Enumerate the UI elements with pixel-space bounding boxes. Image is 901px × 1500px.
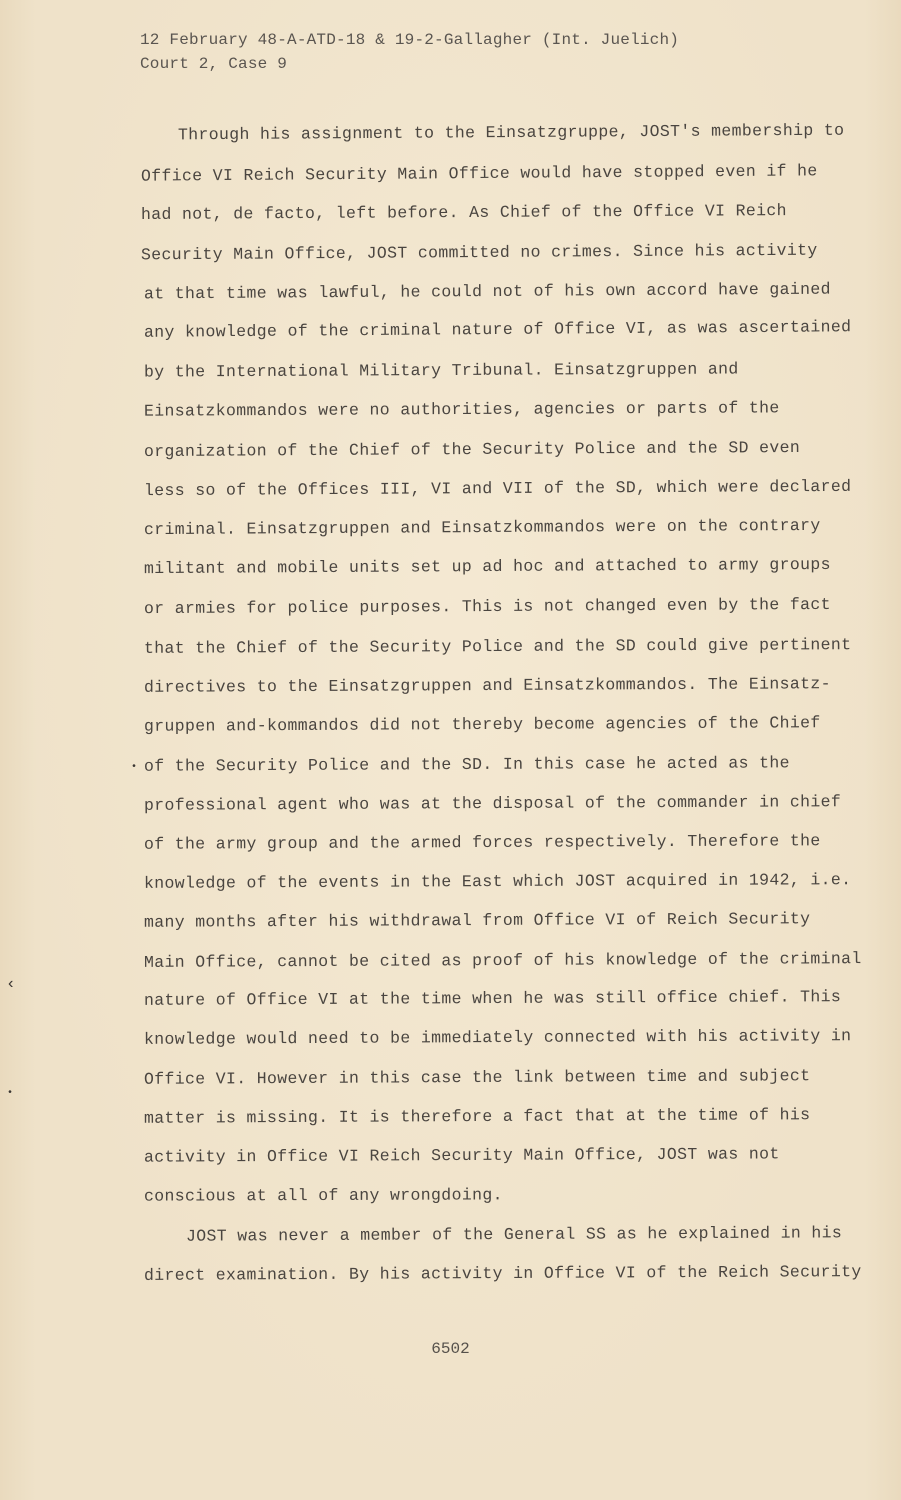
body-line: activity in Office VI Reich Security Main Office, JOST was not (143, 1144, 780, 1167)
body-line: by the International Military Tribunal. Einsatzgruppen and (143, 359, 739, 382)
body-line: conscious at all of any wrongdoing. (143, 1185, 503, 1206)
body-line: any knowledge of the criminal nature of Office VI, as was ascertained (143, 317, 852, 342)
body-line: Security Main Office, JOST committed no crimes. Since his activity (140, 240, 818, 265)
page-number: 6502 (431, 1340, 470, 1358)
body-line: Through his assignment to the Einsatzgruppe, JOST's membership to (177, 120, 845, 145)
body-line: directives to the Einsatzgruppen and Einsatzkommandos. The Einsatz- (143, 674, 831, 697)
body-line: militant and mobile units set up ad hoc and attached to army groups (143, 554, 831, 579)
body-line: many months after his withdrawal from Office VI of Reich Security (143, 909, 811, 932)
header-court-line: Court 2, Case 9 (140, 55, 288, 73)
margin-dot: • (7, 1088, 14, 1099)
body-line: criminal. Einsatzgruppen and Einsatzkommandos were on the contrary (143, 515, 821, 540)
body-line: had not, de facto, left before. As Chief of the Office VI Reich (140, 201, 787, 224)
margin-dot: • (131, 762, 138, 773)
body-line: JOST was never a member of the General SS as he explained in his (185, 1223, 843, 1246)
body-line: direct examination. By his activity in Office VI of the Reich Security (143, 1262, 862, 1285)
body-line: Office VI Reich Security Main Office would have stopped even if he (140, 161, 818, 186)
body-line: Einsatzkommandos were no authorities, agencies or parts of the (143, 398, 780, 421)
body-line: knowledge would need to be immediately connected with his activity in (143, 1026, 852, 1049)
body-line: Office VI. However in this case the link between time and subject (143, 1066, 811, 1089)
body-line: of the Security Police and the SD. In this case he acted as the (143, 753, 790, 776)
body-line: that the Chief of the Security Police and the SD could give pertinent (143, 635, 852, 658)
body-line: gruppen and-kommandos did not thereby become agencies of the Chief (143, 713, 821, 736)
body-line: knowledge of the events in the East which JOST acquired in 1942, i.e. (143, 870, 852, 893)
body-line: Main Office, cannot be cited as proof of his knowledge of the criminal (143, 949, 862, 972)
document-header (140, 28, 679, 76)
header-reference-line: 12 February 48-A-ATD-18 & 19-2-Gallagher (Int. Juelich) (140, 31, 680, 49)
body-line: nature of Office VI at the time when he was still office chief. This (143, 987, 842, 1010)
body-line: professional agent who was at the disposal of the commander in chief (143, 792, 842, 815)
body-line: less so of the Offices III, VI and VII of the SD, which were declared (143, 476, 852, 501)
body-line: matter is missing. It is therefore a fact that at the time of his (143, 1105, 811, 1128)
body-line: at that time was lawful, he could not of his own accord have gained (143, 279, 831, 304)
body-line: organization of the Chief of the Security Police and the SD even (143, 437, 801, 462)
body-line: of the army group and the armed forces respectively. Therefore the (143, 831, 821, 854)
body-line: or armies for police purposes. This is not changed even by the fact (143, 594, 831, 619)
margin-mark: ‹ (6, 975, 16, 993)
